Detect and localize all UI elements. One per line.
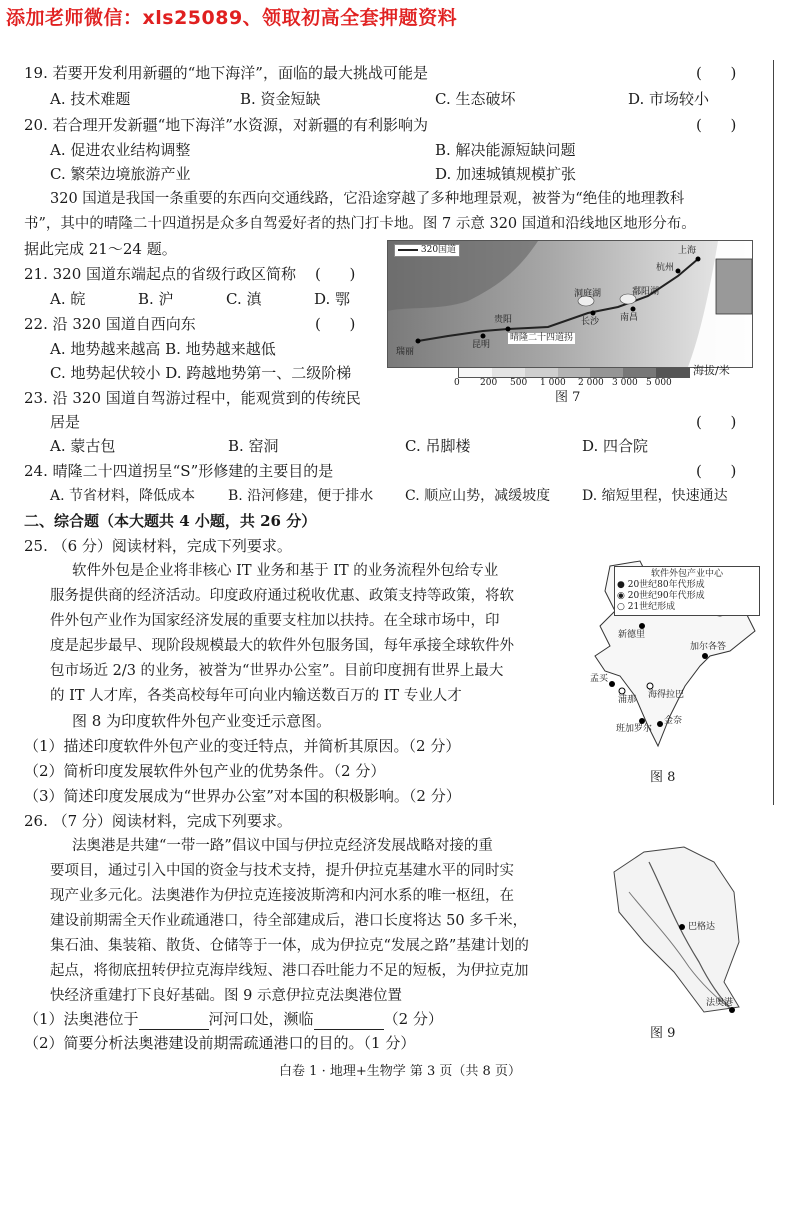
q24-option-d: D. 缩短里程，快速通达: [582, 488, 728, 504]
label-nanchang: 南昌: [620, 313, 639, 323]
q24-option-b: B. 沿河修建，便于排水: [228, 488, 374, 504]
q26-sub1-part3: （2 分）: [383, 1010, 443, 1028]
label-bangalore: 班加罗尔: [616, 724, 653, 734]
q21-option-b: B. 沪: [138, 290, 174, 308]
q24-option-a: A. 节省材料，降低成本: [50, 488, 196, 504]
q24-bracket: ( ): [696, 462, 737, 480]
label-hangzhou: 杭州: [656, 263, 675, 273]
page-footer: 白卷 1 · 地理+生物学 第 3 页（共 8 页）: [279, 1064, 521, 1079]
legend-item-21c: ○ 21世纪形成: [617, 602, 676, 612]
q25-para-line2: 服务提供商的经济活动。印度政府通过税收优惠、政策支持等政策，将软: [50, 588, 514, 604]
q21-option-d: D. 鄂: [314, 290, 351, 308]
q22-options-cd: C. 地势起伏较小 D. 跨越地势第一、二级阶梯: [50, 364, 352, 382]
q24-stem: 24. 晴隆二十四道拐呈“S”形修建的主要目的是: [24, 462, 334, 480]
figure-7-map: [387, 240, 753, 368]
city-dot-chennai: [657, 721, 663, 727]
q26-sub2: （2）简要分析法奥港建设前期需疏通港口的目的。（1 分）: [24, 1034, 416, 1052]
q19-stem: 19. 若要开发利用新疆的“地下海洋”，面临的最大挑战可能是: [24, 64, 428, 82]
city-dot-hyderabad: [647, 683, 653, 689]
q25-para-line1: 软件外包是企业将非核心 IT 业务和基于 IT 的业务流程外包给专业: [72, 563, 499, 579]
q25-para-line3: 件外包产业作为国家经济发展的重要支柱加以扶持。在全球市场中，印: [50, 613, 500, 629]
legend-item-1990s: ◉ 20世纪90年代形成: [617, 591, 705, 601]
q20-stem: 20. 若合理开发新疆“地下海洋”水资源，对新疆的有利影响为: [24, 116, 428, 134]
elevation-unit: 海拔/米: [693, 364, 730, 377]
city-dot-mumbai: [609, 681, 615, 687]
promo-banner: 添加老师微信：xls25089、领取初高全套押题资料: [6, 7, 458, 29]
label-changsha: 长沙: [581, 317, 600, 327]
q26-para-line1: 法奥港是共建“一带一路”倡议中国与伊拉克经济发展战略对接的重: [72, 838, 493, 854]
intro-320-line3: 据此完成 21～24 题。: [24, 240, 177, 258]
q22-options-ab: A. 地势越来越高 B. 地势越来越低: [50, 340, 276, 358]
intro-320-line2: 书”，其中的晴隆二十四道拐是众多自驾爱好者的热门打卡地。图 7 示意 320 国道和沿线地区地形分布。: [24, 216, 696, 232]
q26-sub1-part1: （1）法奥港位于: [24, 1010, 139, 1028]
iraq-map: [604, 832, 750, 1018]
city-dot-pune: [619, 688, 625, 694]
answer-blank-river[interactable]: [139, 1013, 209, 1030]
elev-tick-500: 500: [510, 378, 528, 388]
label-qinglong-24-bends: 晴隆二十四道拐: [510, 333, 574, 343]
city-dot-new-delhi: [639, 623, 645, 629]
label-fao-port: 法奥港: [706, 998, 734, 1008]
city-dot-guiyang: [506, 327, 511, 332]
q25-para-line6: 的 IT 人才库，各类高校每年可向业内输送数百万的 IT 专业人才: [50, 688, 462, 704]
figure-9-map: [604, 832, 750, 1018]
label-poyang-lake: 鄱阳湖: [632, 287, 660, 297]
q25-stem: 25. （6 分）阅读材料，完成下列要求。: [24, 537, 292, 555]
figure-8-legend: [614, 566, 760, 616]
elev-tick-1000: 1 000: [540, 378, 566, 388]
figure-7-terrain: [388, 241, 752, 367]
city-dot-ruili: [416, 339, 421, 344]
q25-sub2: （2）简析印度发展软件外包产业的优势条件。（2 分）: [24, 762, 386, 780]
q26-sub1: [24, 1008, 443, 1030]
elev-band-3: [525, 368, 558, 377]
q25-figure-note: 图 8 为印度软件外包产业变迁示意图。: [72, 712, 332, 730]
q21-option-c: C. 滇: [226, 290, 262, 308]
elev-tick-200: 200: [480, 378, 498, 388]
label-pune: 浦那: [618, 695, 637, 705]
elev-band-7: [656, 368, 689, 377]
label-new-delhi: 新德里: [618, 630, 646, 640]
intro-320-line1: 320 国道是我国一条重要的东西向交通线路，它沿途穿越了多种地理景观，被誉为“绝佳的地理教科: [50, 191, 685, 207]
figure-8-caption: 图 8: [650, 770, 676, 785]
elev-tick-0: 0: [454, 378, 460, 388]
q23-bracket: ( ): [696, 413, 737, 431]
q20-option-c: C. 繁荣边境旅游产业: [50, 165, 191, 183]
label-baghdad: 巴格达: [688, 922, 716, 932]
q25-sub1: （1）描述印度软件外包产业的变迁特点，并简析其原因。（2 分）: [24, 737, 461, 755]
q26-para-line6: 起点，将彻底扭转伊拉克海岸线短、港口吞吐能力不足的短板，为伊拉克加: [50, 963, 529, 979]
q23-option-d: D. 四合院: [582, 437, 649, 455]
city-dot-baghdad: [679, 924, 685, 930]
elev-band-5: [590, 368, 623, 377]
label-ruili: 瑞丽: [396, 347, 415, 357]
iraq-outline: [614, 847, 739, 1012]
inset-map: [716, 259, 752, 314]
q24-option-c: C. 顺应山势，减缓坡度: [405, 488, 551, 504]
q25-para-line5: 包市场近 2/3 的业务，被誉为“世界办公室”。目前印度拥有世界上最大: [50, 663, 504, 679]
q26-para-line7: 快经济重建打下良好基础。图 9 示意伊拉克法奥港位置: [50, 988, 402, 1004]
elev-tick-5000: 5 000: [646, 378, 672, 388]
section-2-heading: 二、综合题（本大题共 4 小题，共 26 分）: [24, 512, 317, 530]
elev-tick-2000: 2 000: [578, 378, 604, 388]
q23-option-a: A. 蒙古包: [50, 437, 116, 455]
label-kunming: 昆明: [472, 340, 491, 350]
figure-9-caption: 图 9: [650, 1026, 676, 1041]
label-hyderabad: 海得拉巴: [648, 690, 685, 700]
city-dot-hangzhou: [676, 269, 681, 274]
legend-item-1980s: ● 20世纪80年代形成: [617, 580, 705, 590]
q26-para-line5: 集石油、集装箱、散货、仓储等于一体，成为伊拉克“发展之路”基建计划的: [50, 938, 529, 954]
elevation-scale-bar: [458, 367, 690, 378]
elev-band-4: [558, 368, 591, 377]
q26-para-line4: 建设前期需全天作业疏通港口，待全部建成后，港口长度将达 50 多千米，: [50, 913, 528, 929]
label-guiyang: 贵阳: [494, 315, 513, 325]
label-shanghai: 上海: [678, 246, 697, 256]
elev-band-2: [492, 368, 525, 377]
label-dongting-lake: 洞庭湖: [574, 289, 602, 299]
q23-option-b: B. 窑洞: [228, 437, 279, 455]
q23-stem-line2: 居是: [50, 413, 81, 431]
city-dot-changsha: [591, 311, 596, 316]
city-dot-kunming: [481, 334, 486, 339]
q22-stem: 22. 沿 320 国道自西向东: [24, 315, 196, 333]
q22-bracket: ( ): [315, 315, 356, 333]
q21-option-a: A. 皖: [50, 290, 86, 308]
elev-band-1: [459, 368, 492, 377]
q19-option-c: C. 生态破坏: [435, 90, 516, 108]
q20-bracket: ( ): [696, 116, 737, 134]
label-kolkata: 加尔各答: [690, 642, 727, 652]
label-chennai: 金奈: [664, 716, 683, 726]
q21-stem: 21. 320 国道东端起点的省级行政区简称: [24, 265, 297, 283]
legend-label-21c: 21世纪形成: [627, 602, 676, 612]
figure-8-map: [570, 556, 760, 756]
q19-option-a: A. 技术难题: [50, 90, 131, 108]
elev-band-6: [623, 368, 656, 377]
q25-sub3: （3）简述印度发展成为“世界办公室”对本国的积极影响。（2 分）: [24, 787, 461, 805]
label-mumbai: 孟买: [590, 674, 609, 684]
legend-label-1990s: 20世纪90年代形成: [627, 591, 705, 601]
q20-option-a: A. 促进农业结构调整: [50, 141, 191, 159]
q20-option-d: D. 加速城镇规模扩张: [435, 165, 577, 183]
q26-para-line3: 现产业多元化。法奥港作为伊拉克连接波斯湾和内河水系的唯一枢纽，在: [50, 888, 514, 904]
route-legend-label: 320国道: [420, 245, 457, 255]
q23-stem-line1: 23. 沿 320 国道自驾游过程中，能观赏到的传统民: [24, 389, 361, 407]
q21-bracket: ( ): [315, 265, 356, 283]
q26-sub1-part2: 河河口处，濒临: [208, 1010, 314, 1028]
route-legend-swatch: [398, 249, 418, 251]
legend-title: 软件外包产业中心: [650, 569, 723, 579]
city-dot-kolkata: [702, 653, 708, 659]
q26-para-line2: 要项目，通过引入中国的资金与技术支持，提升伊拉克基建水平的同时实: [50, 863, 514, 879]
q19-option-d: D. 市场较小: [628, 90, 710, 108]
q23-option-c: C. 吊脚楼: [405, 437, 471, 455]
q20-option-b: B. 解决能源短缺问题: [435, 141, 576, 159]
city-dot-shanghai: [696, 257, 701, 262]
q19-option-b: B. 资金短缺: [240, 90, 321, 108]
figure-7-caption: 图 7: [555, 390, 581, 405]
figure-7-legend: [394, 244, 460, 257]
q26-stem: 26. （7 分）阅读材料，完成下列要求。: [24, 812, 292, 830]
q25-para-line4: 度是起步最早、现阶段规模最大的软件外包服务国，每年承接全球软件外: [50, 638, 514, 654]
elev-tick-3000: 3 000: [612, 378, 638, 388]
q19-bracket: ( ): [696, 64, 737, 82]
answer-blank-sea[interactable]: [314, 1013, 384, 1030]
margin-rule: [773, 60, 774, 805]
city-dot-nanchang: [631, 307, 636, 312]
legend-label-1980s: 20世纪80年代形成: [627, 580, 705, 590]
